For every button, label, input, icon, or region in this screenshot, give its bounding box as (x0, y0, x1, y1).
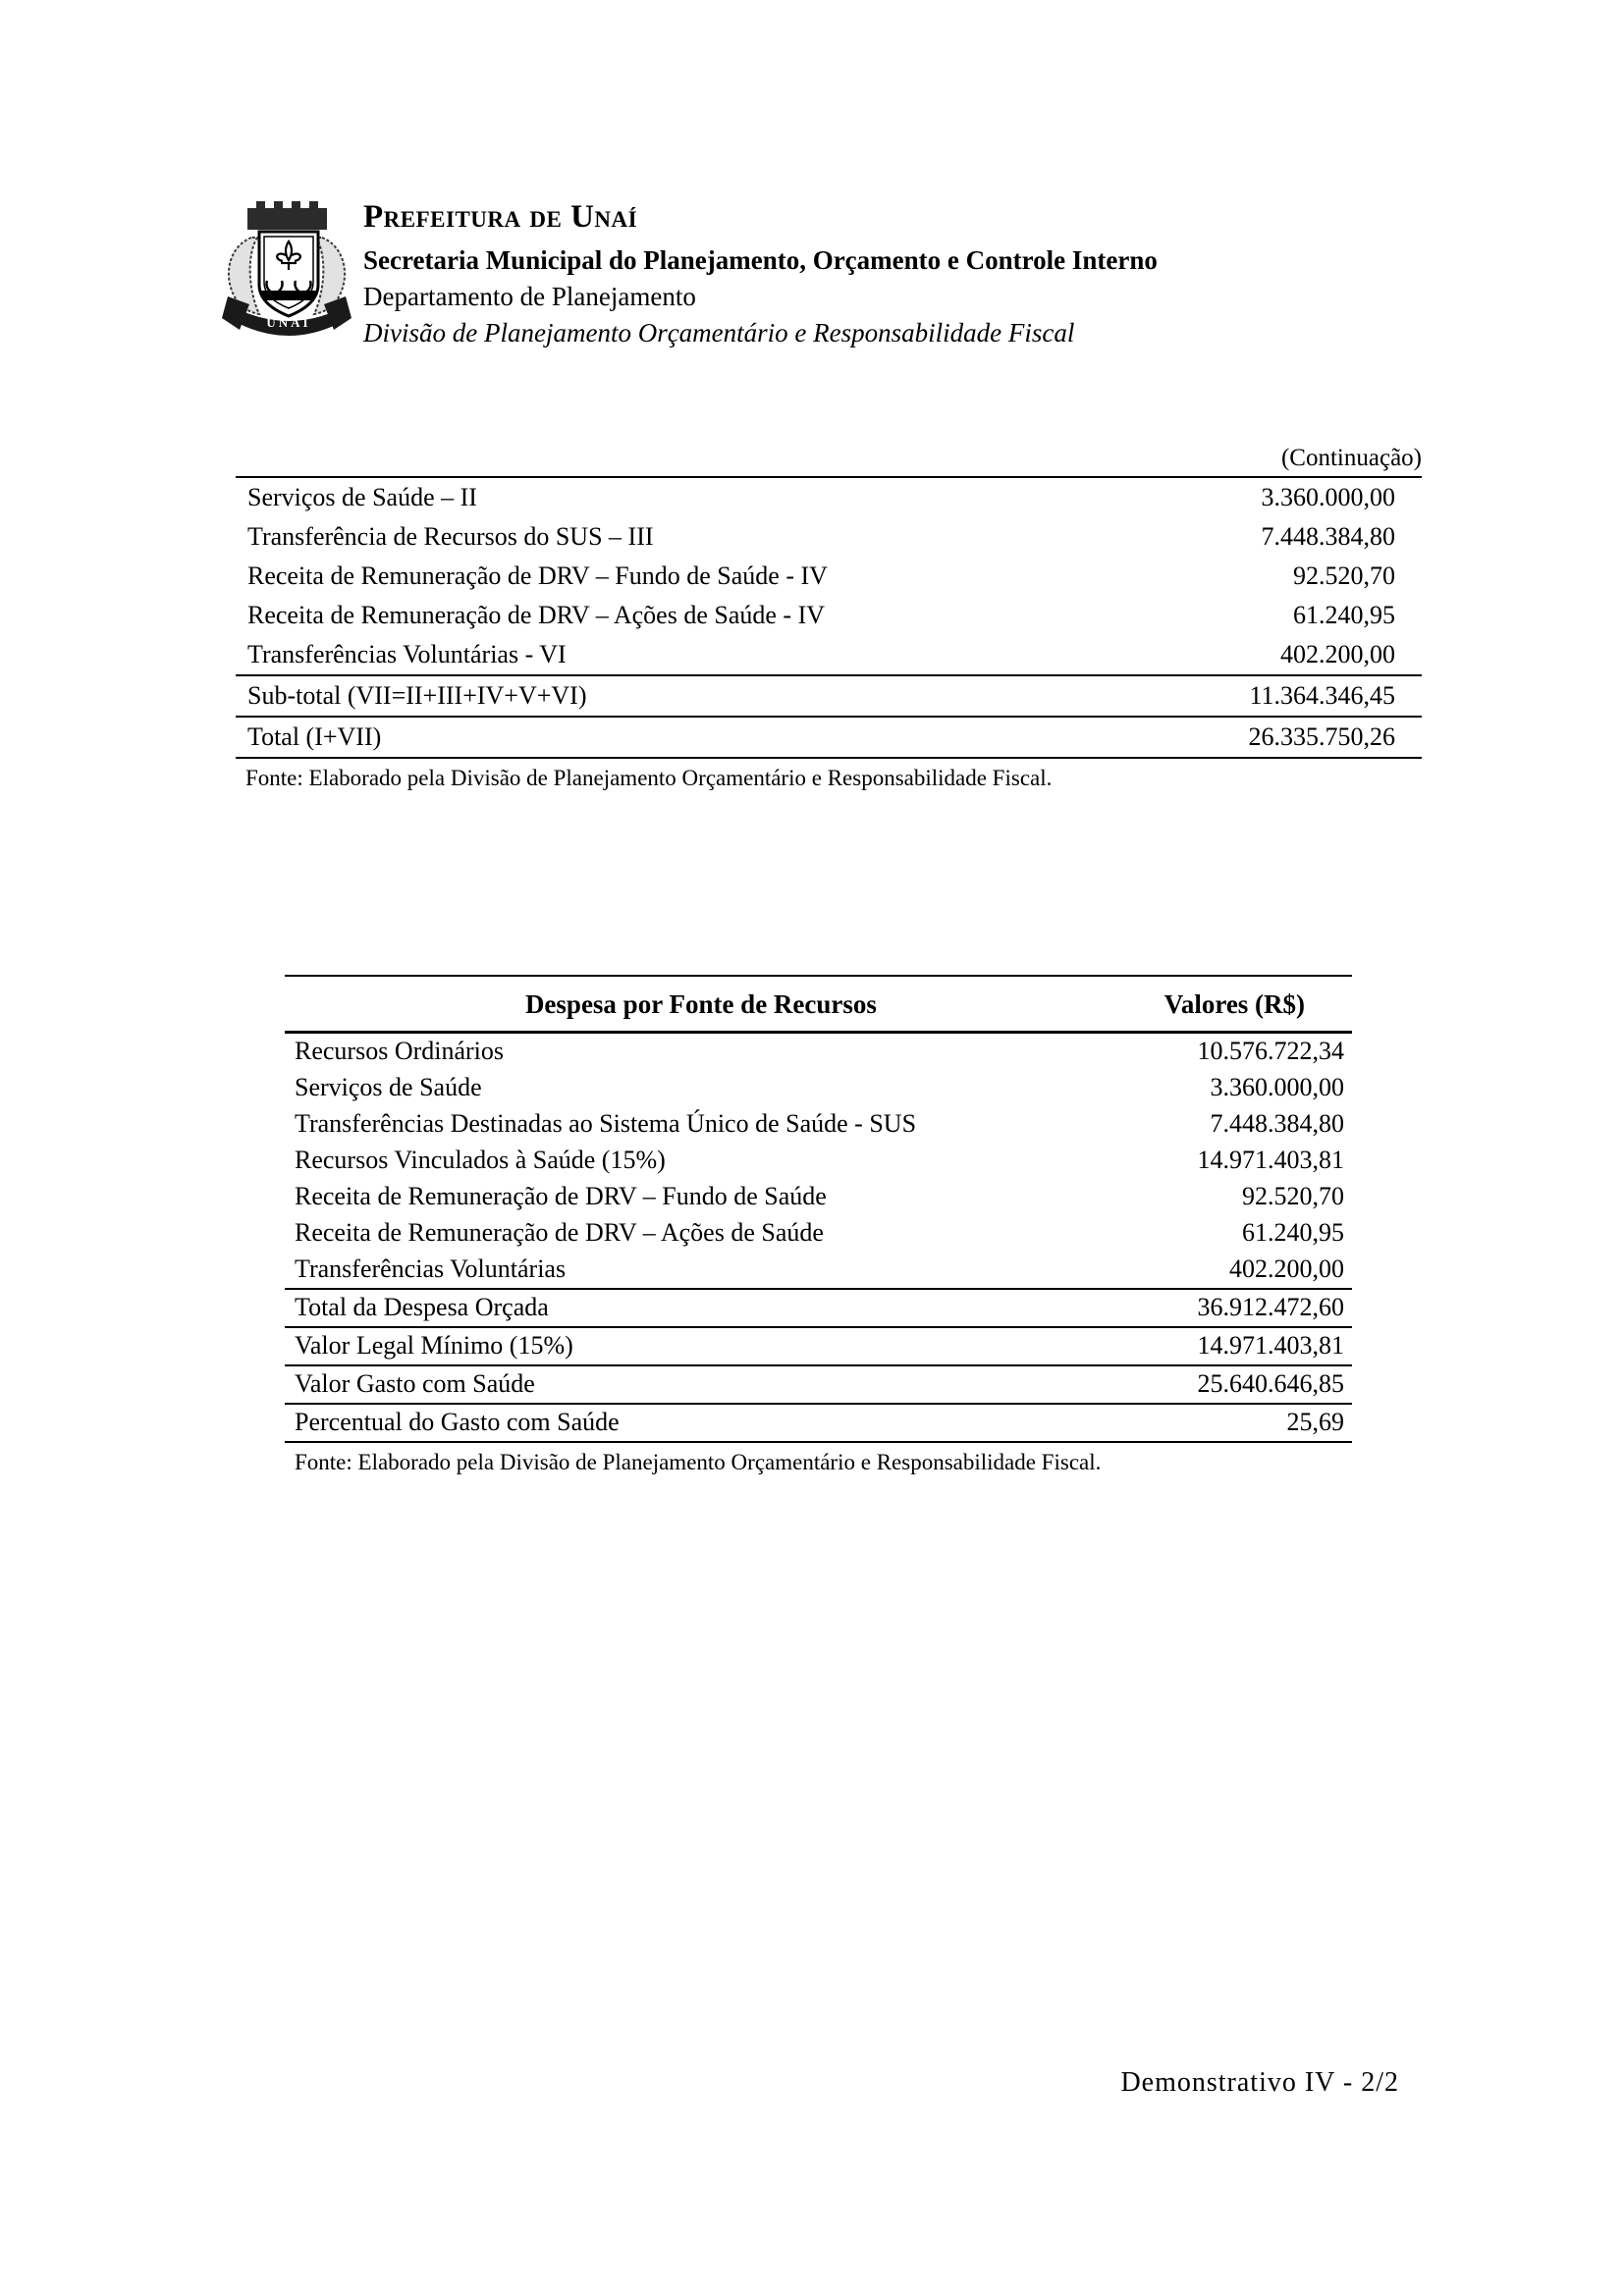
row-label: Receita de Remuneração de DRV – Fundo de Saúde (295, 1182, 827, 1210)
source-note: Fonte: Elaborado pela Divisão de Planejamento Orçamentário e Responsabilidade Fiscal. (245, 766, 1053, 790)
row-label: Sub-total (VII=II+III+IV+V+VI) (236, 675, 829, 717)
table-row (285, 1143, 1352, 1179)
row-label: Total (I+VII) (236, 717, 829, 758)
row-value: 14.971.403,81 (1197, 1146, 1344, 1174)
row-value: 25,69 (1117, 1404, 1352, 1442)
column-header-despesa: Despesa por Fonte de Recursos (285, 976, 1117, 1033)
table-row (236, 635, 1422, 675)
table-row (285, 1106, 1352, 1143)
row-label: Recursos Ordinários (295, 1037, 505, 1065)
org-title: Prefeitura de Unaí (363, 199, 638, 235)
row-value: 92.520,70 (1242, 1182, 1344, 1210)
org-division: Divisão de Planejamento Orçamentário e Responsabilidade Fiscal (363, 318, 1075, 347)
letterhead (218, 194, 1158, 351)
page-number: Demonstrativo IV - 2/2 (1120, 2067, 1399, 2098)
row-value: 92.520,70 (1293, 561, 1395, 590)
total-row (285, 1404, 1352, 1442)
row-label: Transferência de Recursos do SUS – III (247, 522, 654, 551)
table-row (285, 1033, 1352, 1071)
row-label: Serviços de Saúde (295, 1073, 482, 1101)
row-value: 25.640.646,85 (1117, 1365, 1352, 1404)
row-label: Transferências Voluntárias - VI (247, 640, 567, 668)
column-header-valores: Valores (R$) (1117, 976, 1352, 1033)
table-row (236, 477, 1422, 517)
row-label: Receita de Remuneração de DRV – Ações de Saúde - IV (247, 601, 826, 629)
row-label: Valor Gasto com Saúde (285, 1365, 1117, 1404)
row-label: Serviços de Saúde – II (247, 483, 477, 511)
table-row (285, 1215, 1352, 1252)
coat-of-arms-icon (218, 194, 355, 342)
org-department: Departamento de Planejamento (363, 282, 696, 311)
source-note: Fonte: Elaborado pela Divisão de Planejamento Orçamentário e Responsabilidade Fiscal. (295, 1450, 1102, 1474)
row-label: Total da Despesa Orçada (285, 1289, 1117, 1327)
table-row (236, 596, 1422, 635)
expense-by-source-table (285, 975, 1352, 1443)
table-row (285, 1179, 1352, 1215)
header-row (285, 976, 1352, 1033)
logo-banner-text: UNAÍ (266, 315, 311, 330)
row-value: 14.971.403,81 (1117, 1327, 1352, 1365)
total-row (285, 1289, 1352, 1327)
row-label: Receita de Remuneração de DRV – Fundo de Saúde - IV (247, 561, 828, 590)
row-value: 36.912.472,60 (1117, 1289, 1352, 1327)
continuation-label: (Continuação) (1280, 445, 1422, 471)
total-row (285, 1327, 1352, 1365)
subtotal-row (236, 675, 1422, 717)
row-label: Valor Legal Mínimo (15%) (285, 1327, 1117, 1365)
expense-by-source-section (285, 975, 1352, 1476)
row-value: 3.360.000,00 (1210, 1073, 1344, 1101)
row-value: 7.448.384,80 (1210, 1109, 1344, 1138)
row-value: 11.364.346,45 (829, 675, 1422, 717)
revenue-continuation-table (236, 476, 1422, 759)
table-row (285, 1070, 1352, 1106)
row-label: Recursos Vinculados à Saúde (15%) (295, 1146, 666, 1174)
total-row (285, 1365, 1352, 1404)
row-value: 402.200,00 (1229, 1255, 1344, 1283)
revenue-continuation-section (236, 444, 1422, 792)
row-value: 402.200,00 (1280, 640, 1395, 668)
org-secretariat: Secretaria Municipal do Planejamento, Orçamento e Controle Interno (363, 245, 1158, 275)
row-value: 3.360.000,00 (1261, 483, 1395, 511)
table-row (285, 1252, 1352, 1289)
letterhead-text (363, 194, 1158, 351)
row-value: 10.576.722,34 (1197, 1037, 1344, 1065)
table-row (236, 517, 1422, 557)
total-row (236, 717, 1422, 758)
row-value: 61.240,95 (1242, 1218, 1344, 1247)
row-label: Transferências Voluntárias (295, 1255, 567, 1283)
row-value: 26.335.750,26 (829, 717, 1422, 758)
row-label: Receita de Remuneração de DRV – Ações de Saúde (295, 1218, 824, 1247)
row-label: Transferências Destinadas ao Sistema Único de Saúde - SUS (295, 1109, 917, 1138)
row-value: 7.448.384,80 (1261, 522, 1395, 551)
row-value: 61.240,95 (1293, 601, 1395, 629)
table-row (236, 557, 1422, 596)
row-label: Percentual do Gasto com Saúde (285, 1404, 1117, 1442)
